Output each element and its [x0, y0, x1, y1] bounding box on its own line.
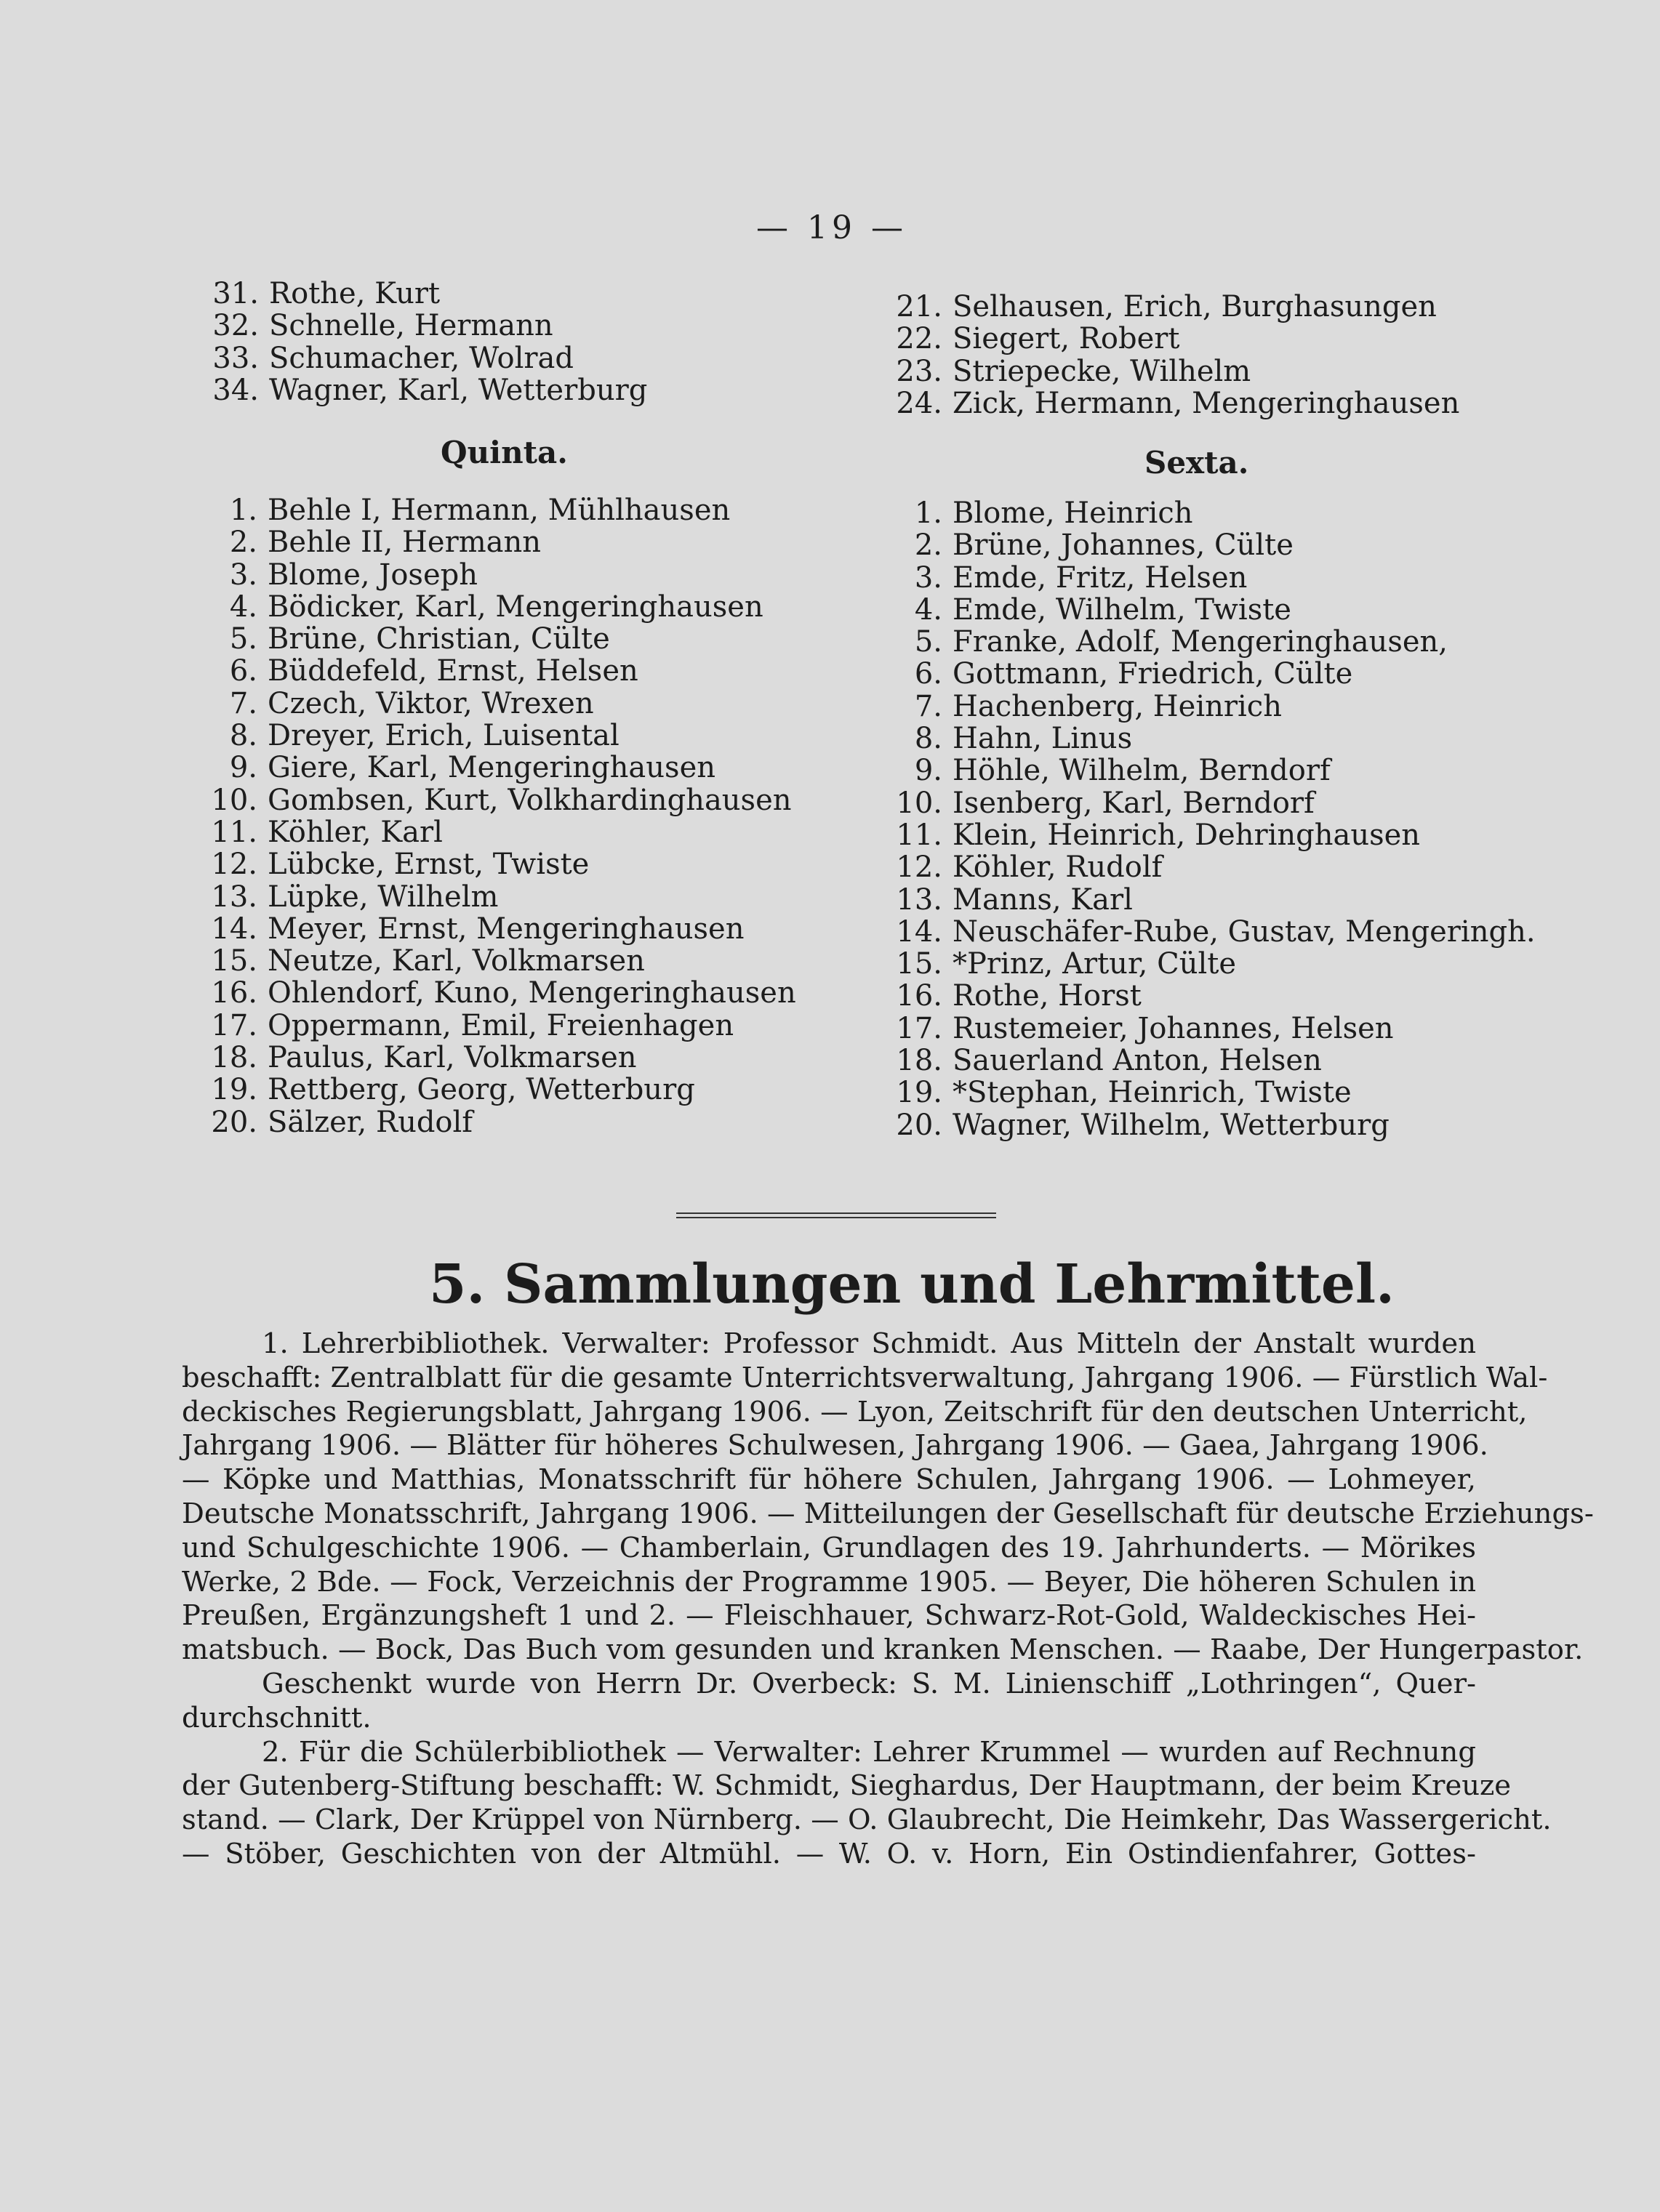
list-item: 20. Wagner, Wilhelm, Wetterburg	[896, 1108, 1390, 1142]
list-item: 13. Lüpke, Wilhelm	[211, 880, 499, 914]
text-line: stand. — Clark, Der Krüppel von Nürnberg. — O. Glaubrecht, Die Heimkehr, Das Wassergericht.	[182, 1803, 1552, 1837]
list-item: 17. Oppermann, Emil, Freienhagen	[211, 1008, 734, 1042]
student-list-continued-left	[195, 278, 647, 406]
text-line: durchschnitt.	[182, 1701, 372, 1734]
list-item: 5. Brüne, Christian, Cülte	[229, 622, 610, 656]
list-item: 23. Striepecke, Wilhelm	[896, 354, 1251, 388]
text-line: 2. Für die Schülerbibliothek — Verwalter: Lehrer Krummel — wurden auf Rechnung	[262, 1735, 1476, 1769]
text-line: matsbuch. — Bock, Das Buch vom gesunden und kranken Menschen. — Raabe, Der Hungerpastor.	[182, 1633, 1584, 1667]
list-item: 10. Gombsen, Kurt, Volkhardinghausen	[211, 783, 792, 817]
list-item: 21. Selhausen, Erich, Burghasungen	[896, 290, 1437, 323]
text-line: 1. Lehrerbibliothek. Verwalter: Professor Schmidt. Aus Mitteln der Anstalt wurden	[262, 1327, 1476, 1360]
text-line: — Stöber, Geschichten von der Altmühl. — W. O. v. Horn, Ein Ostindienfahrer, Gottes-	[182, 1837, 1476, 1870]
list-item: 7. Hachenberg, Heinrich	[914, 689, 1282, 723]
list-item: 18. Sauerland Anton, Helsen	[896, 1044, 1322, 1078]
text-line: und Schulgeschichte 1906. — Chamberlain, Grundlagen des 19. Jahrhunderts. — Mörikes	[182, 1531, 1476, 1564]
text-line: Geschenkt wurde von Herrn Dr. Overbeck: S. M. Linienschiff „Lothringen“, Quer-	[262, 1667, 1476, 1700]
text-line: Jahrgang 1906. — Blätter für höheres Schulwesen, Jahrgang 1906. — Gaea, Jahrgang 1906.	[182, 1429, 1488, 1463]
section-divider	[676, 1212, 996, 1214]
list-item: 22. Siegert, Robert	[896, 322, 1180, 356]
text-line: beschafft: Zentralblatt für die gesamte Unterrichtsverwaltung, Jahrgang 1906. — Fürstlich Wal-	[182, 1361, 1548, 1394]
list-item: 1. Behle I, Hermann, Mühlhausen	[229, 494, 731, 527]
list-item: 5. Franke, Adolf, Mengeringhausen,	[914, 625, 1448, 659]
sexta-heading: Sexta.	[1144, 445, 1249, 480]
text-line: Preußen, Ergänzungsheft 1 und 2. — Fleischhauer, Schwarz-Rot-Gold, Waldeckisches Hei-	[182, 1599, 1476, 1633]
list-item: 11. Köhler, Karl	[211, 815, 443, 849]
list-item: 2. Brüne, Johannes, Cülte	[914, 528, 1294, 563]
section-body	[182, 1327, 1594, 1872]
text-line: Deutsche Monatsschrift, Jahrgang 1906. — Mitteilungen der Gesellschaft für deutsche Erziehungs-	[182, 1497, 1594, 1530]
list-item: 24. Zick, Hermann, Mengeringhausen	[896, 386, 1460, 420]
sexta-list	[878, 497, 1536, 1141]
list-item: 8. Hahn, Linus	[914, 722, 1133, 756]
text-line: — Köpke und Matthias, Monatsschrift für höhere Schulen, Jahrgang 1906. — Lohmeyer,	[182, 1463, 1476, 1497]
list-item: 11. Klein, Heinrich, Dehringhausen	[896, 818, 1421, 852]
quinta-list	[193, 494, 796, 1138]
list-item: 20. Sälzer, Rudolf	[211, 1105, 473, 1139]
list-item: 16. Ohlendorf, Kuno, Mengeringhausen	[211, 976, 796, 1010]
list-item: 32. Schnelle, Hermann	[212, 309, 553, 343]
list-item: 3. Emde, Fritz, Helsen	[914, 560, 1248, 595]
text-line: deckisches Regierungsblatt, Jahrgang 1906. — Lyon, Zeitschrift für den deutschen Unterricht,	[182, 1395, 1528, 1428]
list-item: 14. Neuschäfer-Rube, Gustav, Mengeringh.	[896, 914, 1536, 949]
list-item: 12. Lübcke, Ernst, Twiste	[211, 848, 590, 882]
list-item: 19. *Stephan, Heinrich, Twiste	[896, 1076, 1352, 1110]
list-item: 2. Behle II, Hermann	[229, 526, 542, 560]
student-list-continued-right	[878, 291, 1459, 419]
list-item: 6. Gottmann, Friedrich, Cülte	[914, 657, 1353, 691]
list-item: 12. Köhler, Rudolf	[896, 850, 1163, 885]
list-item: 7. Czech, Viktor, Wrexen	[229, 686, 594, 720]
list-item: 31. Rothe, Kurt	[212, 277, 441, 310]
list-item: 18. Paulus, Karl, Volkmarsen	[211, 1041, 637, 1075]
list-item: 14. Meyer, Ernst, Mengeringhausen	[211, 912, 745, 946]
list-item: 6. Büddefeld, Ernst, Helsen	[229, 654, 638, 688]
section-divider	[676, 1217, 996, 1218]
list-item: 33. Schumacher, Wolrad	[212, 341, 574, 375]
list-item: 4. Emde, Wilhelm, Twiste	[914, 592, 1291, 627]
quinta-heading: Quinta.	[441, 435, 568, 470]
list-item: 15. *Prinz, Artur, Cülte	[896, 947, 1236, 981]
list-item: 9. Giere, Karl, Mengeringhausen	[229, 751, 715, 785]
section-title: 5. Sammlungen und Lehrmittel.	[429, 1253, 1395, 1316]
list-item: 1. Blome, Heinrich	[914, 496, 1193, 530]
list-item: 19. Rettberg, Georg, Wetterburg	[211, 1073, 695, 1107]
text-line: der Gutenberg-Stiftung beschafft: W. Schmidt, Sieghardus, Der Hauptmann, der beim Kreuze	[182, 1769, 1512, 1803]
list-item: 13. Manns, Karl	[896, 882, 1133, 917]
list-item: 17. Rustemeier, Johannes, Helsen	[896, 1011, 1394, 1045]
list-item: 9. Höhle, Wilhelm, Berndorf	[914, 754, 1331, 788]
list-item: 3. Blome, Joseph	[229, 558, 478, 592]
list-item: 10. Isenberg, Karl, Berndorf	[896, 786, 1315, 820]
list-item: 4. Bödicker, Karl, Mengeringhausen	[229, 590, 763, 624]
text-line: Werke, 2 Bde. — Fock, Verzeichnis der Programme 1905. — Beyer, Die höheren Schulen in	[182, 1565, 1476, 1598]
list-item: 8. Dreyer, Erich, Luisental	[229, 719, 620, 753]
page-number: — 19 —	[756, 209, 907, 246]
list-item: 34. Wagner, Karl, Wetterburg	[212, 373, 648, 407]
list-item: 15. Neutze, Karl, Volkmarsen	[211, 944, 645, 978]
list-item: 16. Rothe, Horst	[896, 979, 1142, 1013]
